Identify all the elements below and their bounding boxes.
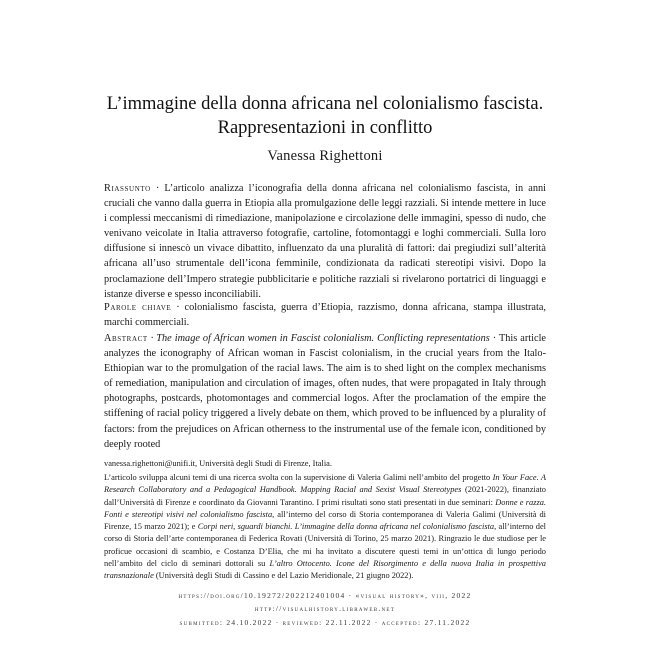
note-seminar-title-3: L’altro Ottocento. Icone del Risorgimento e della nuova Italia in prospettiva transnazionale <box>104 559 546 581</box>
note-text-a: L’articolo sviluppa alcuni temi di una ricerca svolta con la supervisione di Valeria Galimi nell’ambito del progetto <box>104 473 493 482</box>
riassunto-label: Riassunto <box>104 183 151 194</box>
keywords-paragraph <box>104 300 546 330</box>
note-project-title: In Your Face. A Research Collaboratory and a Pedagogical Handbook. Mapping Racial and Sexist Visual Stereotypes <box>104 473 547 495</box>
doi-line: https://doi.org/10.19272/202212401004 · «visual history», viii, 2022 <box>178 591 472 600</box>
article-title-line-1: L’immagine della donna africana nel colonialismo fascista. <box>106 94 544 114</box>
note-text-i: (Università degli Studi di Cassino e del Lazio Meridionale, 21 giugno 2022). <box>153 571 414 581</box>
article-title-line-2: Rappresentazioni in conflitto <box>217 118 433 138</box>
article-author: Vanessa Righettoni <box>267 148 383 164</box>
acknowledgement-note <box>104 472 546 583</box>
keywords-text: · colonialismo fascista, guerra d’Etiopia, razzismo, donna africana, stampa illustrata, marchi commerciali. <box>104 302 546 329</box>
submission-dates: submitted: 24.10.2022 · reviewed: 22.11.2022 · accepted: 27.11.2022 <box>179 618 471 627</box>
abstract-label: Abstract <box>104 333 148 344</box>
author-affiliation-note: vanessa.righettoni@unifi.it, Università degli Studi di Firenze, Italia. <box>104 459 332 468</box>
note-text-g: , all’interno del corso di Storia dell’arte contemporanea di Federica Rovati (Università di Torino, 25 marzo 2021). Ringrazio le due studiose per le proficue occasioni di scambio, e Costanza D’Elia, che mi ha invitato a discutere questi temi in un’ottica di lungo periodo nell’ambito del ciclo di seminari dottorali su <box>104 522 546 569</box>
riassunto-text: · L’articolo analizza l’iconografia della donna africana nel colonialismo fascista, in anni cruciali che vanno dalla guerra in Etiopia alla promulgazione delle leggi razziali. Si intende mettere in luce i complessi meccanismi di rimediazione, manipolazione e circolazione delle immagini, spesso di nudo, che venivano veicolate in Italia attraverso fotografie, cartoline, fotomontaggi e loghi commerciali. Sulla loro diffusione si innescò un vivace dibattito, influenzato da una pluralità di fattori: dai pregiudizi sull’alterità africana all’uso strumentale dell’icona femminile, condizionata da radicati stereotipi visivi. Dopo la proclamazione dell’Impero strategie pubblicitarie e politiche razziali si rivelarono portatrici di linguaggi e istanze diverse e spesso inconciliabili. <box>104 183 546 300</box>
abstract-english-title: · The image of African women in Fascist colonialism. Conflicting representations <box>147 333 490 344</box>
abstract-paragraph <box>104 331 546 452</box>
note-text-c: (2021-2022), finanziato dall’Università di Firenze e coordinato da Giovanni Tarantino. I primi risultati sono stati presentati in due seminari: <box>104 485 546 507</box>
note-seminar-title-2: Corpi neri, sguardi bianchi. L’immagine della donna africana nel colonialismo fascista <box>197 522 495 532</box>
note-text-e: , all’interno del corso di Storia contemporanea di Valeria Galimi (Università di Firenze, 15 marzo 2021); e <box>104 509 547 532</box>
journal-url: http://visualhistory.libraweb.net <box>254 604 396 613</box>
keywords-label: Parole chiave <box>104 302 172 313</box>
note-seminar-title-1: Donne e razza. Fonti e stereotipi visivi nel colonialismo fascista <box>104 497 546 519</box>
abstract-text: · This article analyzes the iconography of African woman in Fascist colonialism, in the crucial years from the Italo-Ethiopian war to the promulgation of the racial laws. The aim is to shed light on the complex mechanisms of remediation, manipulation and circulation of images, often nudes, that were propagated in Italy through photographs, postcards, photomontages and commercial logos. After the proclamation of the empire the stiffening of racial policy triggered a lively debate on them, which proved to be influenced by a plurality of factors: from the prejudices on African otherness to the instrumental use of the female icon, conditioned by deeply rooted <box>104 333 546 450</box>
riassunto-paragraph <box>104 181 546 302</box>
